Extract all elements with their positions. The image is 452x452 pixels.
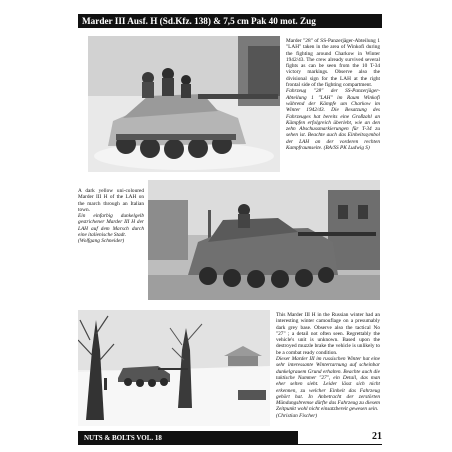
photo-winter-tank-crew	[88, 36, 280, 172]
photo-russian-winter-village	[78, 310, 270, 426]
caption-second-english: A dark yellow uni-coloured Marder III H of the LAH on the march through an Italian town.	[78, 188, 144, 213]
caption-third-credit: (Christian Fischer)	[276, 412, 318, 419]
caption-second-german: Ein einfarbig dunkelgelb gestrichener Marder III H der LAH auf dem Marsch durch eine italienische Stadt.	[78, 213, 144, 239]
caption-third-english: This Marder III H in the Russian winter had an interesting winter camouflage on a presumably dark grey base. Observe also the tactical No "27" ; a detail not often seen. Regrettably the vehicle's unit is unknown. Based upon the destroyed muzzle brake the vehicle is unlikely to be a combat ready condition.	[276, 312, 380, 356]
caption-first	[286, 38, 380, 151]
page-header	[78, 14, 382, 28]
caption-second	[78, 188, 144, 245]
caption-second-credit: (Wolfgang Schneider)	[78, 238, 125, 245]
footer-rule	[78, 444, 382, 445]
footer-series-text: NUTS & BOLTS VOL. 18	[84, 434, 162, 442]
caption-first-english: Marder "28" of SS-Panzerjäger-Abteilung 1 "LAH" taken in the area of Winkofi during the fighting around Charkow in Winter 1942/43. The crew already survived several fights as can be seen from the 10 T-34 victory markings. Observe also the divisional sign for the LAH at the right frontal side of the fighting compartment.	[286, 38, 380, 89]
page-number: 21	[372, 431, 382, 442]
footer-series-label	[78, 431, 298, 445]
caption-first-german: Fahrzeug "28" der SS-Panzerjäger-Abteilung 1 "LAH" im Raum Winkofi während der Kämpfe um Charkow im Winter 1942/43. Die Besatzung des Fahrzeuges hat bereits eine Großzahl an Kämpfen erfolgreich überlebt, wie an den zehn Abschussmarkierungen für T-34 zu sehen ist. Beachte auch das Einheitssymbol der LAH an der vorderen rechten Kampfraumseite. (BA/SS PK Ludwig S)	[286, 88, 380, 152]
photo-italian-town-march	[148, 180, 380, 300]
caption-third-german: Dieser Marder III im russischen Winter hat eine sehr interessante Wintertarnung auf scheinbar dunkelgrauem Grund erhalten. Beachte auch die taktische Nummer "27", ein Detail, das man eher selten sieht. Leider lässt sich nicht erkennen, zu welcher Einheit das Fahrzeug gehört hat. In Anbetracht der zerstörten Mündungsbremse dürfte das Fahrzeug zu diesem Zeitpunkt wohl nicht einsatzbereit gewesen sein.	[276, 356, 380, 413]
caption-third	[276, 312, 380, 419]
header-title: Marder III Ausf. H (Sd.Kfz. 138) & 7,5 cm Pak 40 mot. Zug	[82, 16, 316, 26]
